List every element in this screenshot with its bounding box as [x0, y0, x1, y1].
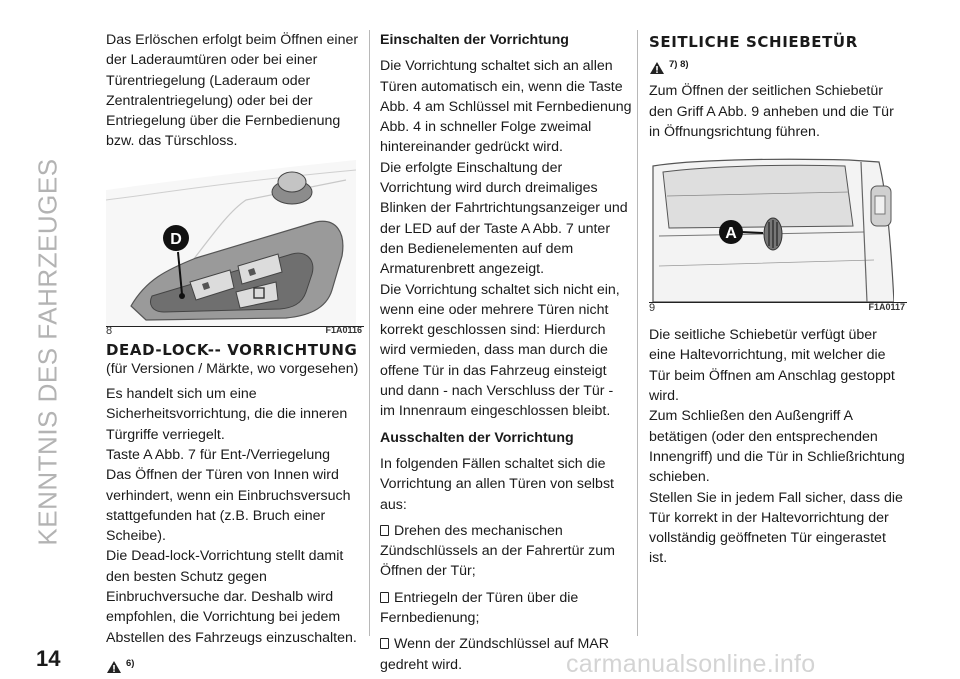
door-switch-panel-image: [106, 160, 356, 326]
figure-code: F1A0116: [325, 325, 362, 336]
disable-paragraph: In folgenden Fällen schaltet sich die Vorrichtung an allen Türen von selbst aus:: [380, 455, 614, 513]
figure-code: F1A0117: [868, 301, 905, 312]
enable-paragraph: Die Vorrichtung schaltet sich an allen Türen automatisch ein, wenn die Taste Abb. 4 am Schlüssel mit Fernbedienung Abb. 4 in schneller Folge zweimal hintereinander gedrückt wird.: [380, 58, 632, 156]
bullet-icon: [380, 638, 389, 649]
warning-ref-number: 7) 8): [669, 59, 689, 70]
dead-lock-paragraph: Es handelt sich um eine Sicherheitsvorrichtung, die die inneren Türgriffe verriegelt.: [106, 386, 348, 443]
warning-triangle-icon: [649, 61, 665, 75]
figure-callout-d: D: [170, 230, 182, 248]
sliding-door-close-paragraph: Zum Schließen den Außengriff A betätigen (oder den entsprechenden Innengriff) und die Tür in Schließrichtung schieben.: [649, 408, 905, 486]
column-divider: [369, 30, 370, 636]
sliding-door-open-paragraph: Zum Öffnen der seitlichen Schiebetür den Griff A Abb. 9 anheben und die Tür in Öffnungsrichtung führen.: [649, 83, 894, 140]
column-3: [649, 30, 907, 569]
column-divider: [637, 30, 638, 636]
bullet-icon: [380, 525, 389, 536]
sliding-door-heading: SEITLICHE SCHIEBETÜR: [649, 33, 858, 51]
figure-number: 8: [106, 325, 113, 338]
page-number: 14: [36, 646, 61, 671]
bullet-icon: [380, 592, 389, 603]
enable-confirmation: Die erfolgte Einschaltung der Vorrichtung wird durch dreimaliges Blinken der Fahrtrichtungsanzeiger und der LED auf der Taste A Abb. 7 unter den Bedienelementen auf dem Armaturenbrett angezeigt.: [380, 159, 628, 278]
van-sliding-door-image: [649, 156, 894, 302]
intro-paragraph: Das Erlöschen erfolgt beim Öffnen einer der Laderaumtüren oder bei einer Türentriegelung (Laderaum oder Zentralentriegelung) oder bei der Entriegelung über die Fernbedienung bzw. das Türschloss.: [106, 32, 359, 150]
dead-lock-line: Taste A Abb. 7 für Ent-/Verriegelung: [106, 446, 330, 463]
column-1: [106, 30, 364, 674]
warning-ref-number: 6): [126, 657, 135, 669]
dead-lock-line: Das Öffnen der Türen von Innen wird verhindert, wenn ein Einbruchsversuch stattgefunden hat (z.B. Bruch einer Scheibe).: [106, 467, 351, 545]
dead-lock-line: Die Dead-lock-Vorrichtung stellt damit den besten Schutz gegen Einbruchversuche dar. Deshalb wird empfohlen, die Vorrichtung bei jedem Abstellen des Fahrzeugs einzuschalten.: [106, 548, 357, 646]
enable-subheading: Einschalten der Vorrichtung: [380, 32, 569, 48]
dead-lock-heading: DEAD-LOCK-- VORRICHTUNG: [106, 340, 358, 359]
warning-reference: [106, 654, 364, 674]
watermark: carmanualsonline.info: [566, 650, 816, 678]
column-2: [380, 30, 632, 675]
figure-number: 9: [649, 301, 656, 314]
enable-condition: Die Vorrichtung schaltet sich nicht ein, wenn eine oder mehrere Türen nicht korrekt geschlossen sind: Hierdurch wird vermieden, dass man durch die offene Tür in das Fahrzeug einsteigt und dann - nach Verschluss der Tür - im Innenraum eingeschlossen bleibt.: [380, 281, 620, 420]
figure-callout-a: A: [725, 225, 737, 243]
bullet-item: Wenn der Zündschlüssel auf MAR gedreht wird.: [380, 636, 610, 673]
figure-8: [106, 160, 364, 338]
sliding-door-check-paragraph: Stellen Sie in jedem Fall sicher, dass die Tür korrekt in der Haltevorrichtung der vollständig geöffneten Tür eingerastet ist.: [649, 489, 903, 567]
bullet-item: Entriegeln der Türen über die Fernbedienung;: [380, 589, 579, 627]
warning-reference: [649, 55, 907, 75]
section-sidebar-title: KENNTNIS DES FAHRZEUGES: [32, 158, 63, 546]
disable-subheading: Ausschalten der Vorrichtung: [380, 429, 574, 446]
warning-triangle-icon: [106, 660, 122, 674]
bullet-item: Drehen des mechanischen Zündschlüssels an der Fahrertür zum Öffnen der Tür;: [380, 522, 615, 580]
figure-9: [649, 156, 907, 314]
availability-note: (für Versionen / Märkte, wo vorgesehen): [106, 360, 359, 377]
sliding-door-stop-paragraph: Die seitliche Schiebetür verfügt über eine Haltevorrichtung, mit welcher die Tür beim Öffnen am Anschlag gestoppt wird.: [649, 327, 895, 405]
